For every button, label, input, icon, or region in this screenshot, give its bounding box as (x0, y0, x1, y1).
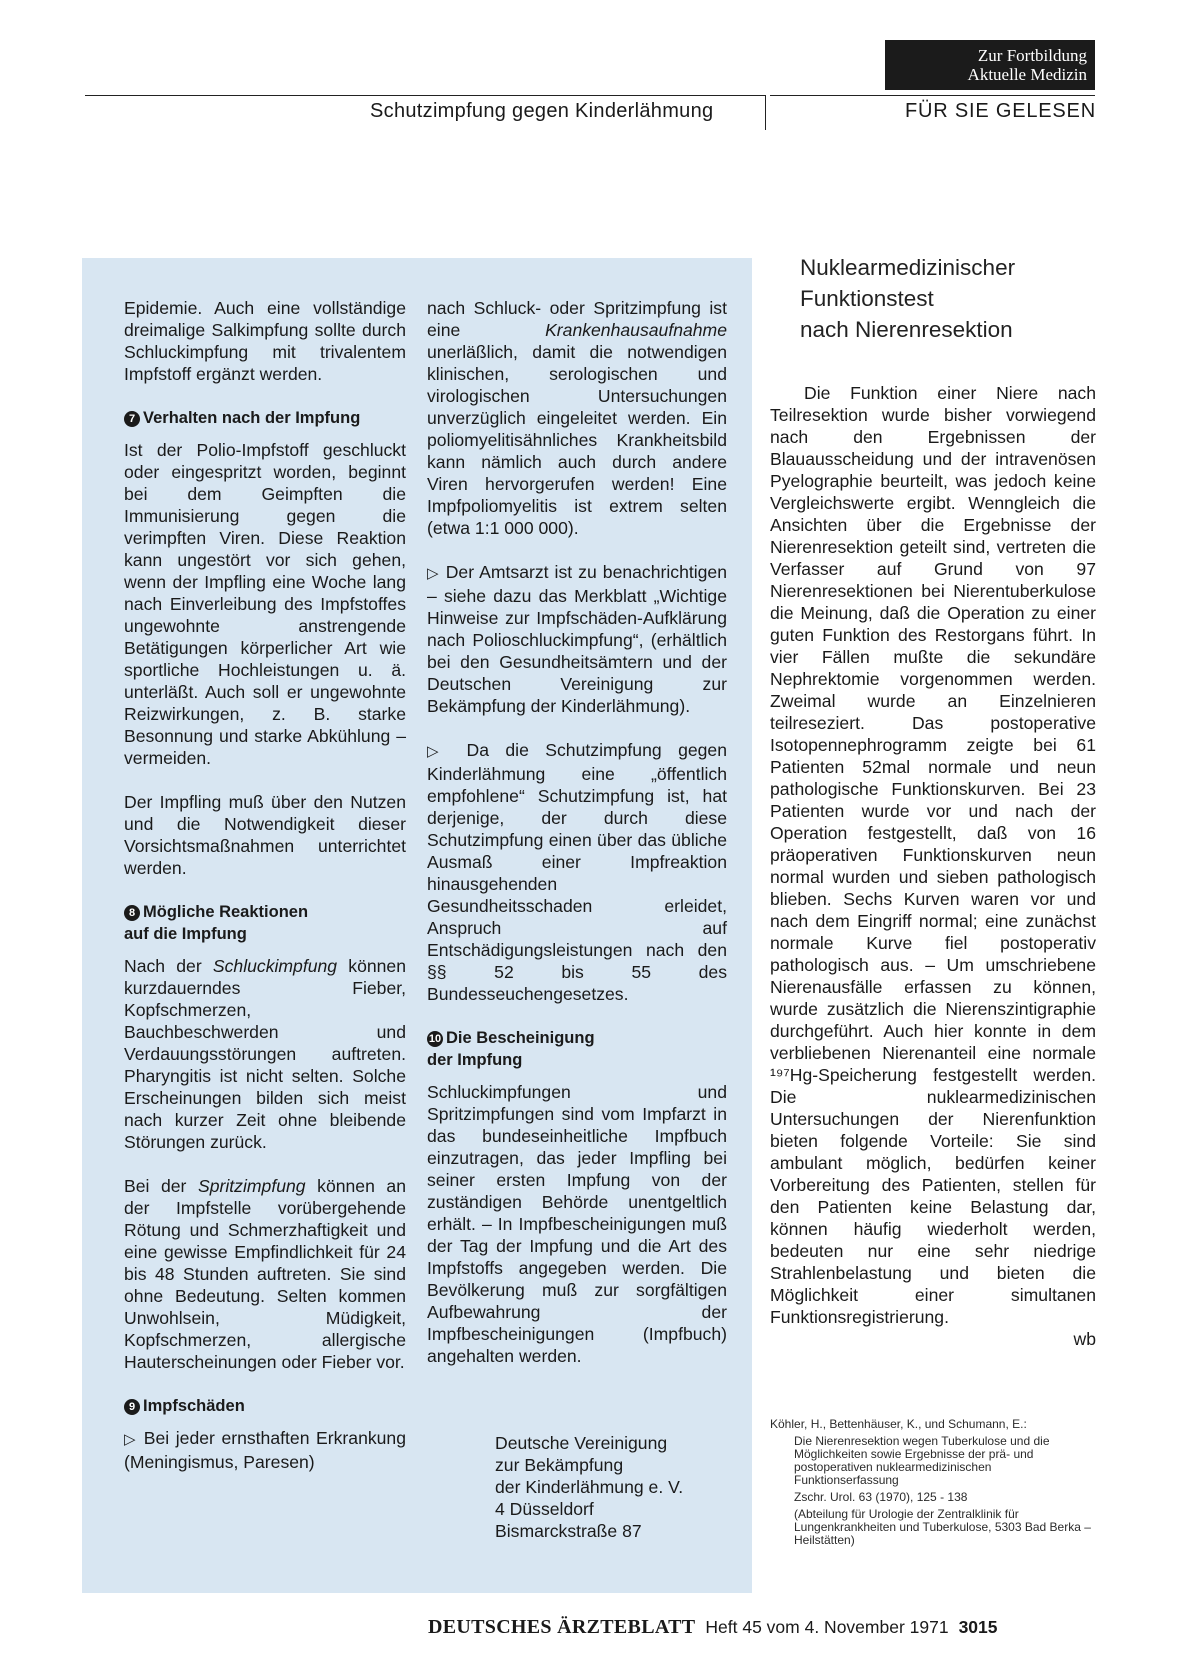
header-divider (765, 95, 766, 130)
signature-line: der Kinderlähmung e. V. (495, 1477, 684, 1497)
reference-block (770, 1418, 1096, 1551)
paragraph: Epidemie. Auch eine vollständige dreimalige Salkimpfung sollte durch Schluckimpfung mit trivalentem Impfstoff ergänzt werden. (124, 298, 406, 384)
section-label-line2: Aktuelle Medizin (967, 65, 1087, 84)
paragraph: Schluckimpfungen und Spritzimpfungen sind vom Impfarzt in das bundeseinheitliche Impfbuch einzutragen, das jeder Impfling bei seiner ersten Impfung von der zuständigen Behörde unentgeltlich erhält. – In Impfbescheinigungen muß der Tag der Impfung und die Art des Impfstoffs angegeben werden. Die Bevölkerung muß zur sorgfältigen Aufbewahrung der Impfbescheinigungen (Impfbuch) angehalten werden. (427, 1082, 727, 1366)
paragraph: ▷ Der Amtsarzt ist zu benachrichtigen – siehe dazu das Merkblatt „Wichtige Hinweise zur Impfschäden-Aufklärung nach Polioschluckimpfung“, (erhältlich bei den Gesundheitsämtern und der Deutschen Vereinigung zur Bekämpfung der Kinderlähmung). (427, 562, 728, 716)
author-initials: wb (1073, 1329, 1096, 1349)
vaccination-column-2 (427, 297, 727, 1367)
signature-line: 4 Düsseldorf (495, 1499, 594, 1519)
section-number-icon: 8 (124, 905, 140, 921)
reference-journal: Zschr. Urol. 63 (1970), 125 - 138 (794, 1490, 968, 1504)
section-heading-10: 10 Die Bescheinigung der Impfung (427, 1029, 595, 1069)
reference-affiliation: (Abteilung für Urologie der Zentralklinik für Lungenkrankheiten und Tuberkulose, 5303 Bad Berka – Heilstätten) (794, 1507, 1091, 1547)
running-head-right: FÜR SIE GELESEN (905, 100, 1096, 122)
section-heading-8: 8 Mögliche Reaktionen auf die Impfung (124, 903, 309, 943)
paragraph: Nach der Schluckimpfung können kurzdauerndes Fieber, Kopfschmerzen, Bauchbeschwerden und Verdauungsstörungen auftreten. Pharyngitis ist nicht selten. Solche Erscheinungen bilden sich meist nach kurzer Zeit ohne bleibende Störungen zurück. (124, 956, 407, 1152)
section-heading-7: 7 Verhalten nach der Impfung (124, 407, 406, 429)
paragraph: ▷ Bei jeder ernsthaften Erkrankung (Meningismus, Paresen) (124, 1428, 407, 1472)
page-number: 3015 (958, 1617, 998, 1637)
header-rule-right (770, 95, 1095, 96)
journal-name: DEUTSCHES ÄRZTEBLATT (428, 1616, 696, 1638)
review-title: Nuklearmedizinischer Funktionstest nach Nierenresektion (800, 255, 1016, 342)
section-label-line1: Zur Fortbildung (977, 46, 1087, 65)
paragraph: nach Schluck- oder Spritzimpfung ist eine Krankenhausaufnahme unerläßlich, damit die notwendigen klinischen, serologischen und virologischen Untersuchungen unverzüglich eingeleitet werden. Ein poliomyelitisähnliches Krankheitsbild kann nämlich auch durch andere Viren hervorgerufen werden! Eine Impfpoliomyelitis ist extrem selten (etwa 1:1 000 000). (427, 298, 727, 538)
triangle-marker-icon: ▷ (427, 565, 440, 582)
section-heading-9: 9 Impfschäden (124, 1395, 406, 1417)
reference-title: Die Nierenresektion wegen Tuberkulose und die Möglichkeiten sowie Ergebnisse der prä- und postoperativen nuklearmedizinischen Funktionserfassung (794, 1434, 1050, 1487)
triangle-marker-icon: ▷ (427, 743, 451, 760)
paragraph: ▷ Da die Schutzimpfung gegen Kinderlähmung eine „öffentlich empfohlene“ Schutzimpfung ist, hat derjenige, der durch diese Schutzimpfung einen über das übliche Ausmaß einer Impfreaktion hinausgehenden Gesundheitsschaden erleidet, Anspruch auf Entschädigungsleistungen nach den §§ 52 bis 55 des Bundesseuchengesetzes. (427, 740, 727, 1004)
section-number-icon: 9 (124, 1399, 140, 1415)
reference-authors: Köhler, H., Bettenhäuser, K., und Schumann, E.: (770, 1417, 1027, 1431)
signature-block (495, 1432, 683, 1542)
issue-info: Heft 45 vom 4. November 1971 (705, 1617, 949, 1637)
paragraph: Der Impfling muß über den Nutzen und die Notwendigkeit dieser Vorsichtsmaßnahmen unterrichtet werden. (124, 792, 406, 878)
triangle-marker-icon: ▷ (124, 1431, 138, 1448)
signature-line: Bismarckstraße 87 (495, 1521, 642, 1541)
page-footer (428, 1616, 998, 1639)
paragraph: Ist der Polio-Impfstoff geschluckt oder eingespritzt worden, beginnt bei dem Geimpften die Immunisierung gegen die verimpften Viren. Diese Reaktion kann ungestört vor sich gehen, wenn der Impfling eine Woche lang nach Einverleibung des Impfstoffes ungewohnte anstrengende Betätigungen körperlicher Art wie sportliche Hochleistungen u. ä. unterläßt. Auch soll er ungewohnte Reizwirkungen, z. B. starke Besonnung und starke Abkühlung – vermeiden. (124, 440, 406, 768)
paragraph: Die Funktion einer Niere nach Teilresektion wurde bisher vorwiegend nach den Ergebnissen der Blauausscheidung und der intravenösen Pyelographie beurteilt, was jedoch keine Vergleichswerte ergibt. Wenngleich die Ansichten über die Ergebnisse der Nierenresektion geteilt sind, vertreten die Verfasser auf Grund von 97 Nierenresektionen bei Nierentuberkulose die Meinung, daß die Operation zu einer guten Funktion des Restorgans führt. In vier Fällen mußte die sekundäre Nephrektomie vorgenommen werden. Zweimal wurde an Einzelnieren teilreseziert. Das postoperative Isotopennephrogramm zeigte bei 61 Patienten 52mal normale und neun pathologische Funktionskurven. Bei 23 Patienten wurde vor und nach der Operation festgestellt, daß von 16 präoperativen Funktionskurven neun normal wurden und sieben pathologisch blieben. Sechs Kurven waren vor und nach dem Eingriff normal; eine zunächst normale Kurve fiel postoperativ pathologisch aus. – Um umschriebene Nierenausfälle erfassen zu können, wurde zusätzlich die Nierenszintigraphie durchgeführt. Auch hier konnte in dem verbliebenen Nierenanteil eine normale ¹⁹⁷Hg-Speicherung festgestellt werden. Die nuklearmedizinischen Untersuchungen der Nierenfunktion bieten folgende Vorteile: Sie sind ambulant möglich, bedürfen keiner Vorbereitung des Patienten, stellen für den Patienten keine Belastung dar, können häufig wiederholt werden, bedeuten nur eine sehr niedrige Strahlenbelastung und bieten die Möglichkeit einer simultanen Funktionsregistrierung. (770, 383, 1096, 1327)
paragraph: Bei der Spritzimpfung können an der Impfstelle vorübergehende Rötung und Schmerzhaftigkeit und eine gewisse Empfindlichkeit für 24 bis 48 Stunden auftreten. Sie sind ohne Bedeutung. Selten kommen Unwohlsein, Müdigkeit, Kopfschmerzen, allergische Hauterscheinungen oder Fieber vor. (124, 1176, 406, 1372)
signature-line: Deutsche Vereinigung (495, 1433, 668, 1453)
section-number-icon: 10 (428, 1033, 442, 1045)
vaccination-column-1 (124, 297, 406, 1473)
review-body (770, 382, 1096, 1350)
running-head-left: Schutzimpfung gegen Kinderlähmung (370, 100, 714, 122)
signature-line: zur Bekämpfung (495, 1455, 624, 1475)
section-label-box (885, 40, 1095, 90)
header-rule-left (85, 95, 765, 96)
section-number-icon: 7 (124, 411, 140, 427)
